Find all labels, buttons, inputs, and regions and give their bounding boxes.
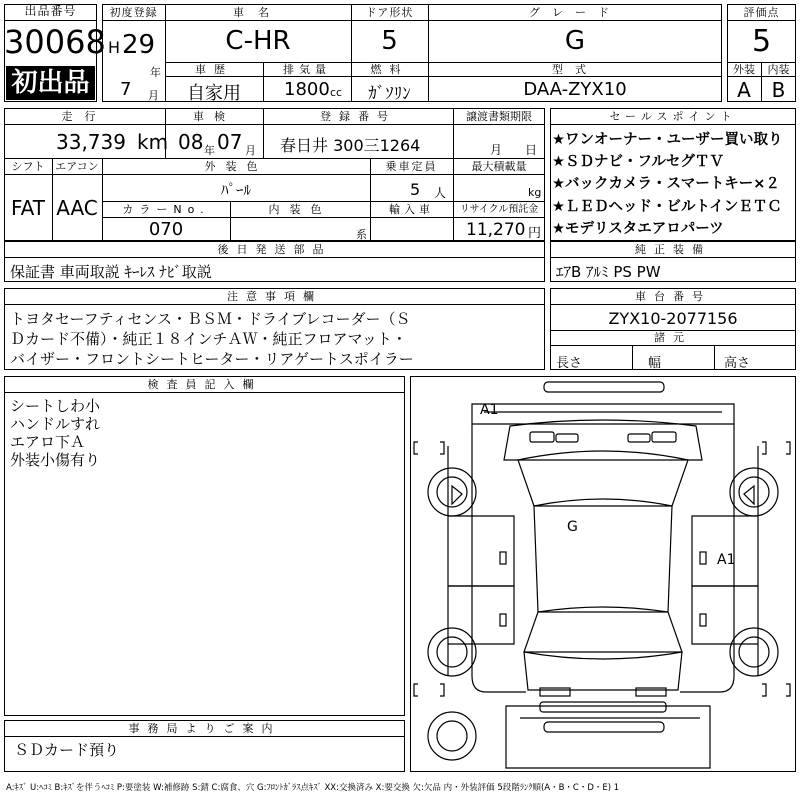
ext-score: A — [737, 78, 751, 102]
mileage-label: 走行 — [61, 110, 108, 123]
later-parts: 保証書 車両取説 ｷｰﾚｽ ﾅﾋﾞ取説 — [10, 263, 212, 281]
max-load-label: 最大積載量 — [471, 160, 527, 173]
lot-label: 出品番号 — [24, 4, 77, 18]
interior-label: 内装色 — [268, 203, 332, 216]
door-label: ドア形状 — [365, 6, 414, 19]
notes-line-2: Ｄカード不備）・純正１８インチＡＷ・純正フロアマット・ — [10, 330, 407, 348]
mark-roof: G — [567, 519, 578, 535]
sales-point-1: ★ワンオーナー・ユーザー買い取り — [552, 132, 783, 148]
equipment: ｴｱB ｱﾙﾐ PS PW — [556, 263, 661, 281]
inspection-label: 車検 — [193, 110, 235, 123]
fuel-label: 燃料 — [370, 63, 409, 76]
recycle-label: リサイクル預託金 — [459, 204, 539, 215]
disp-unit: cc — [330, 86, 343, 99]
color-no-label: カラーNo. — [122, 203, 210, 216]
capacity-label: 乗車定員 — [385, 160, 438, 173]
shift: FAT — [10, 196, 45, 220]
equipment-label: 純正装備 — [635, 243, 711, 256]
inspector-line-1: シートしわ小 — [10, 397, 101, 415]
fuel: ｶﾞｿﾘﾝ — [368, 84, 411, 104]
disp-label: 排気量 — [283, 63, 331, 76]
color: ﾊﾟｰﾙ — [220, 181, 251, 199]
inspector-line-4: 外装小傷有り — [10, 451, 101, 469]
sales-point-5: ★モデリスタエアロパーツ — [552, 221, 724, 237]
int-score: B — [771, 78, 786, 102]
width-label: 幅 — [648, 356, 662, 371]
reg-year: 29 — [122, 30, 156, 60]
score-label: 評価点 — [743, 6, 780, 19]
color-no: 070 — [148, 219, 184, 240]
reg-month: 7 — [120, 79, 132, 100]
inspector-line-3: エアロ下Ａ — [10, 433, 86, 451]
year-unit: 年 — [150, 66, 161, 79]
insp-month: 07 — [217, 130, 243, 154]
mark-right: A1 — [717, 552, 736, 568]
color-label: 外装色 — [204, 160, 268, 173]
history-label: 車歴 — [195, 63, 233, 76]
model: DAA-ZYX10 — [523, 79, 627, 100]
mileage-unit: km — [137, 130, 169, 154]
int-label: 内装 — [767, 63, 790, 76]
sales-point-2: ★ＳＤナビ・フルセグＴＶ — [552, 154, 724, 170]
ext-label: 外装 — [733, 63, 755, 76]
plate-label: 登録番号 — [320, 110, 396, 123]
grade-label: グレード — [529, 6, 621, 19]
sales-points-label: セールスポイント — [609, 110, 737, 123]
era: H — [108, 38, 121, 57]
sales-point-3: ★バックカメラ・スマートキー×２ — [552, 176, 780, 192]
history: 自家用 — [187, 83, 241, 104]
first-listing-badge: 初出品 — [6, 66, 95, 100]
first-reg-label: 初度登録 — [109, 6, 158, 19]
recycle: 11,270 — [466, 220, 526, 240]
transfer-day-unit: 日 — [525, 143, 538, 157]
inspector-line-2: ハンドルすれ — [10, 415, 101, 433]
ac-label: エアコン — [55, 160, 99, 173]
chassis-number: ZYX10-2077156 — [608, 309, 738, 328]
insp-year: 08 — [178, 130, 204, 154]
height-label: 高さ — [724, 356, 751, 371]
notes-label: 注意事項欄 — [227, 290, 322, 303]
doors: 5 — [381, 26, 398, 56]
transfer-month-unit: 月 — [490, 143, 503, 157]
office-label: 事務局よりご案内 — [128, 722, 281, 735]
later-parts-label: 後日発送部品 — [217, 243, 332, 256]
shift-label: シフト — [11, 160, 45, 173]
car-name-label: 車名 — [233, 6, 283, 19]
insp-year-unit: 年 — [204, 144, 215, 157]
score: 5 — [751, 24, 772, 59]
transfer-label: 譲渡書類期限 — [466, 110, 532, 123]
inspector-label: 検査員記入欄 — [147, 378, 262, 391]
length-label: 長さ — [556, 356, 583, 371]
capacity-unit: 人 — [434, 186, 447, 200]
notes-line-1: トヨタセーフティセンス・ＢＳＭ・ドライブレコーダー（Ｓ — [10, 310, 411, 328]
mileage: 33,739 — [56, 130, 126, 154]
max-load-unit: kg — [528, 186, 542, 199]
car-name: C-HR — [225, 26, 291, 56]
sales-point-4: ★ＬＥＤヘッド・ビルトインＥＴＣ — [552, 199, 782, 215]
insp-month-unit: 月 — [245, 144, 256, 157]
lot-number: 30068 — [4, 23, 106, 61]
month-unit: 月 — [148, 89, 159, 102]
plate: 春日井 300三1264 — [280, 136, 421, 155]
model-label: 型式 — [552, 63, 598, 76]
mark-front: A1 — [480, 402, 499, 418]
notes-line-3: バイザー・フロントシートヒーター・リアゲートスポイラー — [10, 350, 414, 368]
dims-label: 諸元 — [654, 331, 692, 344]
displacement: 1800 — [284, 79, 330, 100]
car-diagram — [410, 376, 796, 772]
grade: G — [564, 26, 586, 56]
ac: AAC — [56, 196, 98, 220]
recycle-unit: 円 — [528, 226, 542, 241]
office-note: ＳＤカード預り — [14, 741, 120, 759]
capacity: 5 — [410, 180, 421, 199]
legend: A:ｷｽﾞ U:ﾍｺﾐ B:ｷｽﾞを伴うﾍｺﾐ P:要塗装 W:補修跡 S:錆 C:腐食、穴 G:ﾌﾛﾝﾄｶﾞﾗｽ点ｷｽﾞ XX:交換済み X:要交換 欠:欠品 内・外装評価 5段階ﾗﾝｸ順(A・B・C・D・E) 1 — [6, 783, 620, 793]
chassis-label: 車台番号 — [635, 290, 711, 303]
import-label: 輸入車 — [389, 203, 434, 216]
interior-suffix: 系 — [356, 228, 367, 241]
